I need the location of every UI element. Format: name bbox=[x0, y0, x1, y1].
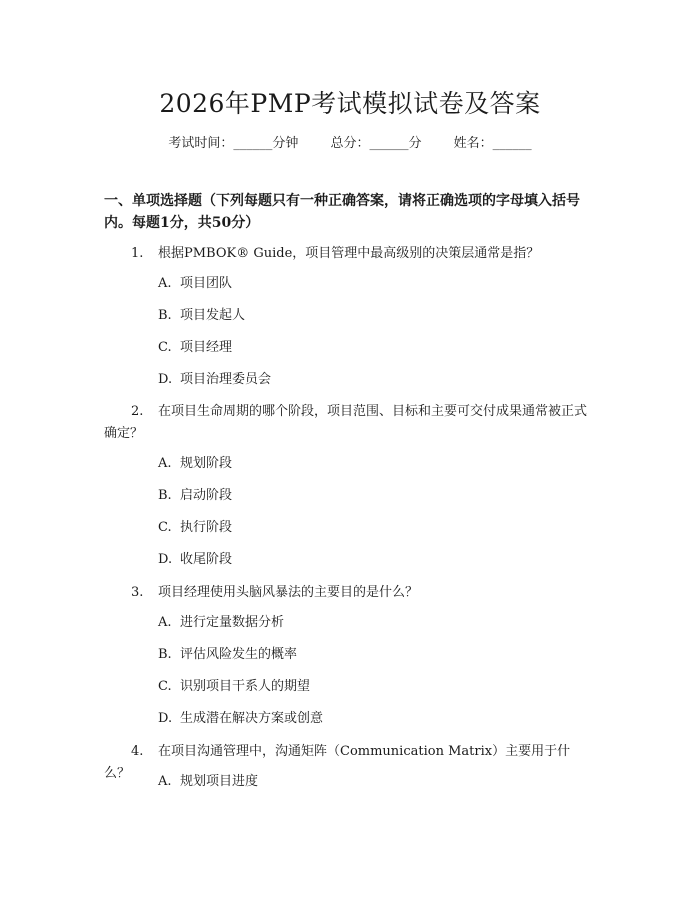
option-letter: A. bbox=[158, 456, 172, 471]
option-letter: A. bbox=[158, 774, 172, 789]
option-2b bbox=[158, 487, 232, 505]
option-text: 收尾阶段 bbox=[180, 552, 233, 567]
option-4a bbox=[158, 773, 258, 791]
option-3a bbox=[158, 614, 284, 632]
option-letter: D. bbox=[158, 372, 173, 387]
option-letter: C. bbox=[158, 520, 172, 535]
option-text: 项目经理 bbox=[180, 340, 233, 355]
question-text: 在项目沟通管理中，沟通矩阵（Communication Matrix）主要用于什么？ bbox=[104, 744, 571, 781]
question-1: 1. 根据PMBOK® Guide，项目管理中最高级别的决策层通常是指？ bbox=[131, 246, 540, 261]
option-3b bbox=[158, 646, 297, 664]
option-text: 项目治理委员会 bbox=[180, 372, 272, 387]
option-text: 启动阶段 bbox=[180, 488, 233, 503]
option-1d bbox=[158, 371, 271, 389]
option-text: 评估风险发生的概率 bbox=[180, 647, 298, 662]
option-letter: D. bbox=[158, 711, 173, 726]
option-3d bbox=[158, 710, 323, 728]
option-text: 识别项目干系人的期望 bbox=[180, 679, 311, 694]
option-3c bbox=[158, 678, 310, 696]
option-text: 项目发起人 bbox=[180, 308, 246, 323]
option-letter: B. bbox=[158, 308, 172, 323]
option-text: 执行阶段 bbox=[180, 520, 233, 535]
option-letter: A. bbox=[158, 615, 172, 630]
page-title: 2026年PMP考试模拟试卷及答案 bbox=[159, 89, 541, 118]
option-letter: B. bbox=[158, 647, 172, 662]
option-letter: C. bbox=[158, 340, 172, 355]
section-heading: 一、单项选择题（下列每题只有一种正确答案，请将正确选项的字母填入括号内。每题1分，共50分） bbox=[104, 193, 580, 231]
option-2d bbox=[158, 551, 232, 569]
question-2: 2. 在项目生命周期的哪个阶段，项目范围、目标和主要可交付成果通常被正式确定？ bbox=[104, 404, 588, 441]
option-letter: B. bbox=[158, 488, 172, 503]
option-letter: A. bbox=[158, 276, 172, 291]
exam-time-field: 考试时间：______分钟 bbox=[168, 136, 299, 151]
option-text: 进行定量数据分析 bbox=[180, 615, 285, 630]
option-letter: C. bbox=[158, 679, 172, 694]
option-1b bbox=[158, 307, 245, 325]
option-1c bbox=[158, 339, 232, 357]
exam-info-line bbox=[0, 132, 700, 151]
option-text: 规划阶段 bbox=[180, 456, 233, 471]
option-2c bbox=[158, 519, 232, 537]
option-text: 生成潜在解决方案或创意 bbox=[180, 711, 324, 726]
question-text: 在项目生命周期的哪个阶段，项目范围、目标和主要可交付成果通常被正式确定？ bbox=[104, 404, 588, 441]
name-field: 姓名：______ bbox=[453, 136, 532, 151]
option-text: 项目团队 bbox=[180, 276, 233, 291]
total-score-field: 总分：______分 bbox=[330, 136, 422, 151]
option-text: 规划项目进度 bbox=[180, 774, 259, 789]
option-1a bbox=[158, 275, 232, 293]
option-2a bbox=[158, 455, 232, 473]
option-letter: D. bbox=[158, 552, 173, 567]
question-text: 根据PMBOK® Guide，项目管理中最高级别的决策层通常是指？ bbox=[158, 246, 540, 261]
question-text: 项目经理使用头脑风暴法的主要目的是什么？ bbox=[158, 585, 419, 600]
question-4: 4. 在项目沟通管理中，沟通矩阵（Communication Matrix）主要用于什么？ bbox=[104, 744, 571, 781]
question-3: 3. 项目经理使用头脑风暴法的主要目的是什么？ bbox=[131, 585, 419, 600]
